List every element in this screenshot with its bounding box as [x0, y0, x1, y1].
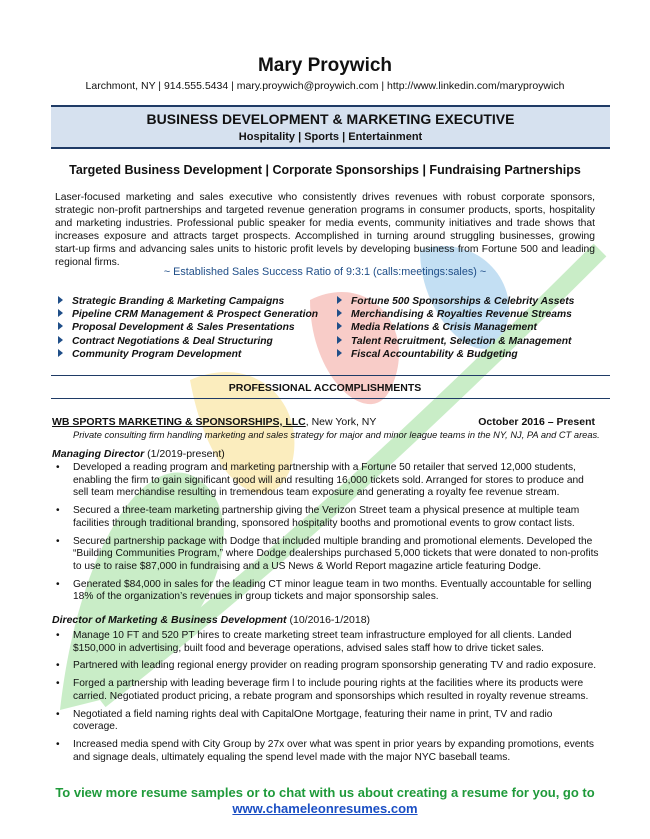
competency-item [334, 309, 604, 322]
footer-link[interactable]: www.chameleonresumes.com [232, 801, 418, 816]
competency-item [55, 336, 325, 349]
competency-label: Community Program Development [72, 348, 242, 360]
triangle-bullet-icon [337, 322, 342, 330]
role-bullets [52, 630, 600, 769]
competency-label: Fiscal Accountability & Budgeting [351, 348, 518, 360]
targeted-areas: Targeted Business Development | Corporate Sponsorships | Fundraising Partnerships [69, 163, 581, 177]
accomplishment-bullet: • Secured partnership package with Dodge that included multiple branding and promotional elements. Developed the “Building Communities Program,” where Dodge dealerships purchased 5,000 tickets that were donated to non-profits to use to raise $87,000 in fundraising and a US News & World Report magazine article featuring Dodge. [52, 536, 600, 574]
role-bullets [52, 462, 600, 609]
triangle-bullet-icon [337, 349, 342, 357]
job-dates: October 2016 – Present [478, 416, 595, 428]
competency-item [334, 296, 604, 309]
role-period: (10/2016-1/2018) [286, 614, 371, 626]
accomplishment-bullet: • Generated $84,000 in sales for the leading CT minor league team in two months. Eventually accountable for selling 18% of the organization’s revenues in group tickets and major sponsorship sales. [52, 579, 600, 604]
competencies-right [334, 296, 604, 362]
accomplishment-bullet: • Developed a reading program and marketing partnership with a Fortune 50 retailer that served 12,000 students, enabling the firm to gain significant good will and resulting 16,000 tickets sold. Arranged for stores to produce and sell team merchandise resulting in tremendous team exposure and generating a royalty fee revenue stream. [52, 462, 600, 500]
accomplishment-bullet: • Increased media spend with City Group by 27x over what was spent in prior years by expanding promotions, events and signage deals, ultimately equaling the spend level made with the major NYC baseball teams. [52, 739, 600, 764]
accomplishment-bullet: • Forged a partnership with leading beverage firm l to include pouring rights at the facilities where its products were carried. Negotiated product pricing, a rebate program and sponsorships which resulted in royalty revenue streams. [52, 678, 600, 703]
triangle-bullet-icon [337, 296, 342, 304]
triangle-bullet-icon [58, 296, 63, 304]
triangle-bullet-icon [337, 309, 342, 317]
accomplishment-bullet: • Negotiated a field naming rights deal with CapitalOne Mortgage, featuring their name in print, TV and radio coverage. [52, 709, 600, 734]
triangle-bullet-icon [58, 349, 63, 357]
competency-item [55, 296, 325, 309]
competency-item [55, 322, 325, 335]
competency-label: Strategic Branding & Marketing Campaigns [72, 296, 285, 307]
competency-item [334, 349, 604, 362]
triangle-bullet-icon [58, 336, 63, 344]
competency-item [55, 349, 325, 362]
section-divider [51, 398, 610, 399]
role-title: Managing Director [52, 448, 145, 460]
role-period: (1/2019-present) [144, 448, 225, 460]
competency-item [55, 309, 325, 322]
banner-subtitle: Hospitality | Sports | Entertainment [238, 131, 423, 143]
competencies-left [55, 296, 325, 362]
summary-paragraph: Laser-focused marketing and sales executive who consistently drives revenues with robust corporate sponsors, strategic non-profit partnerships and targeted revenue generation programs in consumer products, sports, hospitality and marketing industries. Professional public speaker for media events, community initiatives and trade shows that increases exposure and attracts target prospects. Accomplished in turning around struggling businesses, growing start-up firms and advancing sales units to historic profit levels by developing business from Fortune 500 and leading regional firms. [55, 192, 595, 268]
role-title: Director of Marketing & Business Development [52, 614, 287, 626]
accomplishment-bullet: • Manage 10 FT and 520 PT hires to create marketing street team infrastructure employed for all clients. Landed $150,000 in advertising, built food and beverage operations, advised sales staff how to drive ticket sales. [52, 630, 600, 655]
contact-line: Larchmont, NY | 914.555.5434 | mary.proywich@proywich.com | http://www.linkedin.com/maryproywich [85, 80, 565, 92]
company-description: Private consulting firm handling marketing and sales strategy for major and minor league teams in the NY, NJ, PA and CT areas. [73, 430, 600, 440]
competency-item [334, 336, 604, 349]
accomplishment-bullet: • Secured a three-team marketing partnership giving the Verizon Street team a physical presence at multiple team facilities through traditional branding, sponsored hospitality booths and promotional events to grow contact lists. [52, 505, 600, 530]
section-divider [51, 375, 610, 376]
footer-cta: To view more resume samples or to chat with us about creating a resume for you, go to [55, 785, 595, 800]
competency-label: Fortune 500 Sponsorships & Celebrity Assets [351, 296, 575, 307]
role-heading [52, 448, 225, 460]
triangle-bullet-icon [58, 309, 63, 317]
candidate-name: Mary Proywich [257, 55, 393, 76]
company-name: WB SPORTS MARKETING & SPONSORSHIPS, LLC [52, 416, 306, 428]
competency-label: Merchandising & Royalties Revenue Streams [351, 309, 572, 321]
job-header [52, 416, 595, 428]
competency-label: Talent Recruitment, Selection & Management [351, 335, 572, 347]
competency-label: Contract Negotiations & Deal Structuring [72, 335, 273, 347]
sales-ratio: ~ Established Sales Success Ratio of 9:3:1 (calls:meetings:sales) ~ [163, 266, 487, 278]
banner-title: BUSINESS DEVELOPMENT & MARKETING EXECUTIVE [146, 111, 515, 127]
triangle-bullet-icon [58, 322, 63, 330]
headline-banner [51, 105, 610, 149]
competency-label: Proposal Development & Sales Presentations [72, 322, 295, 334]
competency-label: Pipeline CRM Management & Prospect Generation [72, 309, 319, 321]
competency-label: Media Relations & Crisis Management [351, 322, 537, 334]
role-heading [52, 614, 370, 626]
competency-item [334, 322, 604, 335]
section-title: PROFESSIONAL ACCOMPLISHMENTS [228, 382, 422, 394]
accomplishment-bullet: • Partnered with leading regional energy provider on reading program sponsorship generating TV and radio exposure. [52, 660, 600, 673]
company-location: , New York, NY [305, 416, 377, 428]
triangle-bullet-icon [337, 336, 342, 344]
